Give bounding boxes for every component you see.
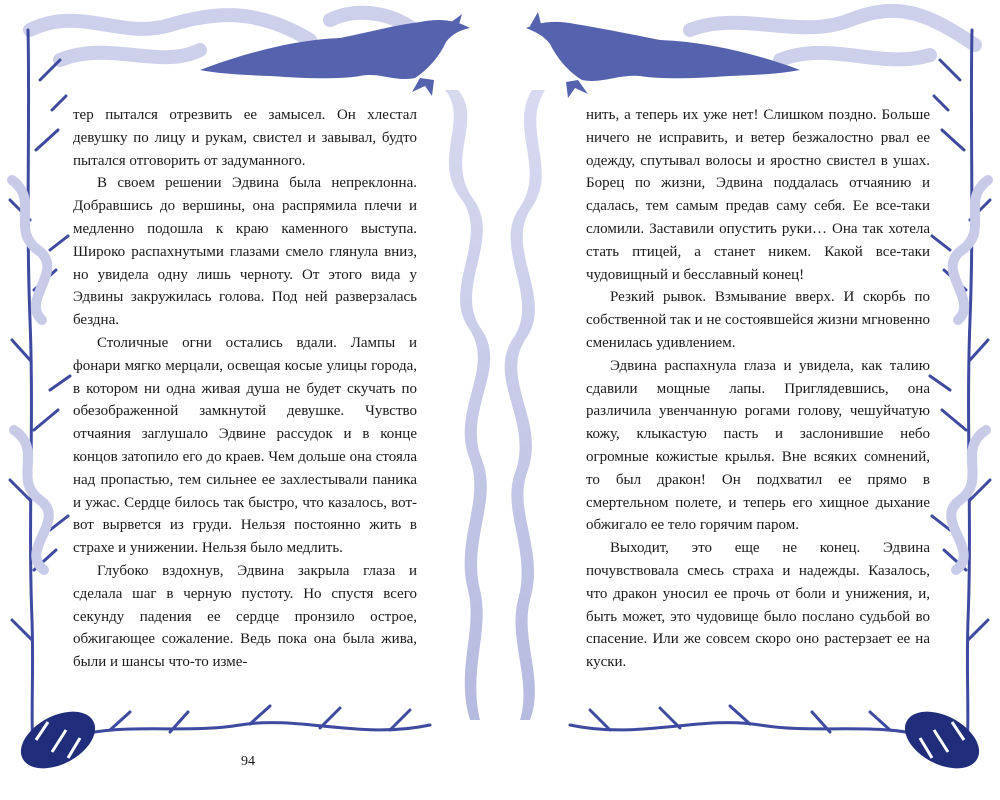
page-number: 94 [241, 754, 255, 769]
paragraph: Глубоко вздохнув, Эдвина закрыла глаза и сделала шаг в черную пустоту. Но спустя всего секунду падения ее сердце пронзило острое, обжигающее сожаление. Ведь пока она была жива, были и шансы что-то изме- [73, 562, 417, 671]
paragraph: нить, а теперь их уже нет! Слишком поздно. Больше ничего не исправить, и ветер безжалостно рвал ее одежду, спутывал волосы и яростно свистел в ушах. Борец по жизни, Эдвина поддалась отчаянию и сдалась, тем самым предав саму себя. Ее все-таки сломили. Заставили опустить руки… Она так хотела стать птицей, а станет никем. Какой все-таки чудовищный и бесславный конец! [586, 107, 930, 283]
paragraph: Эдвина распахнула глаза и увидела, как талию сдавили мощные лапы. Приглядевшись, она различила увенчанную рогами голову, чешуйчатую кожу, клыкастую пасть и заслонившие небо огромные кожистые крылья. Вне всяких сомнений, то был дракон! Он подхватил ее прямо в смертельном полете, и теперь его хищное дыхание обжигало ее тело горячим паром. [586, 357, 930, 534]
right-page [500, 0, 1000, 800]
right-page-text [586, 104, 930, 674]
paragraph: Резкий рывок. Взмывание вверх. И скорбь по собственной так и не состоявшейся жизни мгновенно сменилась удивлением. [586, 289, 930, 351]
paragraph: В своем решении Эдвина была непреклонна. Добравшись до вершины, она распрямила плечи и медленно подошла к краю каменного выступа. Широко распахнутыми глазами смело глянула вниз, но увидела одну лишь черноту. От этого вида у Эдвины закружилась голова. Под ней разверзалась бездна. [73, 175, 417, 329]
paragraph: тер пытался отрезвить ее замысел. Он хлестал девушку по лицу и рукам, свистел и завывал, будто пытался отговорить от задуманного. [73, 107, 417, 169]
paragraph: Столичные огни остались вдали. Лампы и фонари мягко мерцали, освещая косые улицы города, в котором ни одна живая душа не будет скучать по обезображенной замкнутой девушке. Чувство отчаяния заглушало Эдвине рассудок и в конце концов затопило его до краев. Чем дольше она стояла над пропастью, тем сильнее ее захлестывали паника и ужас. Сердце билось так быстро, что казалось, вот-вот вырвется из груди. Нельзя постоянно жить в страхе и унижении. Нельзя было медлить. [73, 334, 417, 557]
paragraph: Выходит, это еще не конец. Эдвина почувствовала смесь страха и надежды. Казалось, что дракон уносил ее прочь от боли и унижения, и, быть может, это чудовище было послано судьбой во спасение. Или же совсем скоро оно растерзает ее на куски. [586, 540, 930, 671]
left-page-text [73, 104, 417, 674]
